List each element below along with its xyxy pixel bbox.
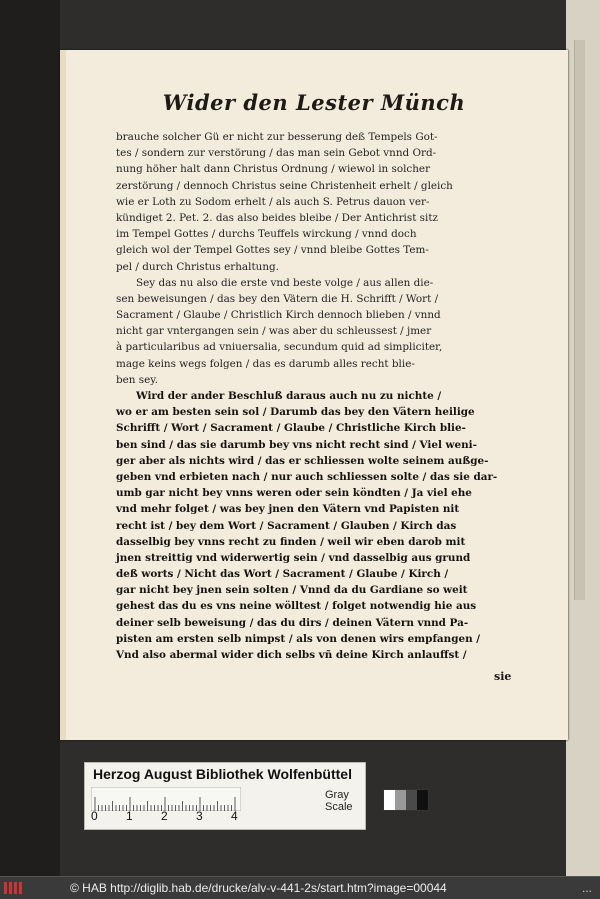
ruler [91, 787, 241, 811]
text-line: kündiget 2. Pet. 2. das also beides bleibe / Der Antichrist sitz [116, 211, 438, 224]
library-name: Herzog August Bibliothek Wolfenbüttel [93, 766, 352, 782]
gray-scale-swatches [383, 789, 429, 811]
text-line: im Tempel Gottes / durchs Teuffels wirckung / vnnd doch [116, 228, 417, 241]
cover-fold [574, 40, 585, 600]
scan-background [0, 0, 60, 876]
text-line: Wird der ander Beschluß daraus auch nu zu nichte / [136, 390, 442, 402]
text-line: wo er am besten sein sol / Darumb das bey den Vätern heilige [116, 406, 475, 419]
text-line: à particularibus ad vniuersalia, secundum quid ad simpliciter, [116, 341, 443, 354]
text-line: tes / sondern zur verstörung / das man sein Gebot vnnd Ord- [116, 147, 437, 160]
more-menu[interactable]: ... [582, 881, 593, 895]
catchword: sie [494, 670, 512, 683]
copyright-url[interactable]: © HAB http://diglib.hab.de/drucke/alv-v-441-2s/start.htm?image=00044 [70, 881, 447, 895]
gray-scale-label: Gray Scale [325, 789, 353, 813]
ruler-number: 0 [91, 809, 98, 823]
gray-swatch [406, 790, 417, 810]
ruler-number: 4 [231, 809, 238, 823]
text-line: gar nicht bey jnen sein solten / Vnnd da du Gardiane so weit [116, 584, 468, 597]
gray-swatch [395, 790, 406, 810]
text-line: umb gar nicht bey vnns weren oder sein köndten / Ja viel ehe [116, 487, 472, 500]
text-line: Vnd also abermal wider dich selbs vñ deine Kirch anlauffst / [116, 649, 467, 661]
body-text [116, 129, 526, 669]
ruler-number: 1 [126, 809, 133, 823]
text-line: gehest das du es vns neine wölltest / folget notwendig hie aus [116, 600, 477, 613]
text-line: ben sey. [116, 373, 159, 386]
text-line: mage keins wegs folgen / das es darumb alles recht blie- [116, 357, 415, 370]
page-edge [60, 50, 66, 740]
text-line: gleich wol der Tempel Gottes sey / vnnd bleibe Gottes Tem- [116, 244, 429, 257]
text-line: jnen streittig vnd widerwertig sein / vnd dasselbig aus grund [116, 551, 471, 564]
text-line: Sacrament / Glaube / Christlich Kirch dennoch blieben / vnnd [116, 309, 441, 322]
text-line: deiner selb beweisung / das du dirs / deinen Vätern vnnd Pa- [116, 616, 469, 629]
text-line: wie er Loth zu Sodom erhelt / als auch S. Petrus dauon ver- [116, 195, 430, 208]
gray-swatch [417, 790, 428, 810]
text-line: zerstörung / dennoch Christus seine Christenheit erhelt / gleich [116, 179, 453, 192]
text-line: pel / durch Christus erhaltung. [116, 260, 279, 273]
text-line: geben vnd erbieten nach / nur auch schliessen solte / das sie dar- [116, 470, 498, 483]
hab-logo-icon [4, 882, 24, 894]
text-line: vnd mehr folget / was bey jnen den Vätern vnd Papisten nit [116, 503, 460, 516]
text-line: pisten am ersten selb nimpst / als von denen wirs empfangen / [116, 632, 481, 645]
text-line: recht ist / bey dem Wort / Sacrament / Glauben / Kirch das [116, 519, 457, 532]
text-line: nung höher halt dann Christus Ordnung / wiewol in solcher [116, 163, 431, 176]
text-line: ben sind / das sie darumb bey vns nicht recht sind / Viel weni- [116, 438, 477, 451]
text-line: brauche solcher Gü er nicht zur besserung deß Tempels Got- [116, 131, 438, 143]
text-line: dasselbig bey vnns recht zu finden / weil wir eben darob mit [116, 535, 466, 548]
running-head: Wider den Lester Münch [162, 90, 466, 115]
ruler-number: 2 [161, 809, 168, 823]
footer-bar [0, 876, 600, 899]
text-line: Sey das nu also die erste vnd beste volge / aus allen die- [136, 276, 434, 289]
text-line: deß worts / Nicht das Wort / Sacrament / Glaube / Kirch / [116, 568, 449, 581]
text-line: ger aber als nichts wird / das er schliessen wolte seinem außge- [116, 454, 489, 467]
text-line: sen beweisungen / das bey den Vätern die H. Schrifft / Wort / [116, 292, 439, 305]
library-color-card [84, 762, 366, 830]
book-cover-edge [566, 0, 600, 876]
text-line: nicht gar vntergangen sein / was aber du schleussest / jmer [116, 325, 432, 338]
ruler-number: 3 [196, 809, 203, 823]
text-line: Schrifft / Wort / Sacrament / Glaube / Christliche Kirch blie- [116, 422, 466, 435]
gray-swatch [384, 790, 395, 810]
